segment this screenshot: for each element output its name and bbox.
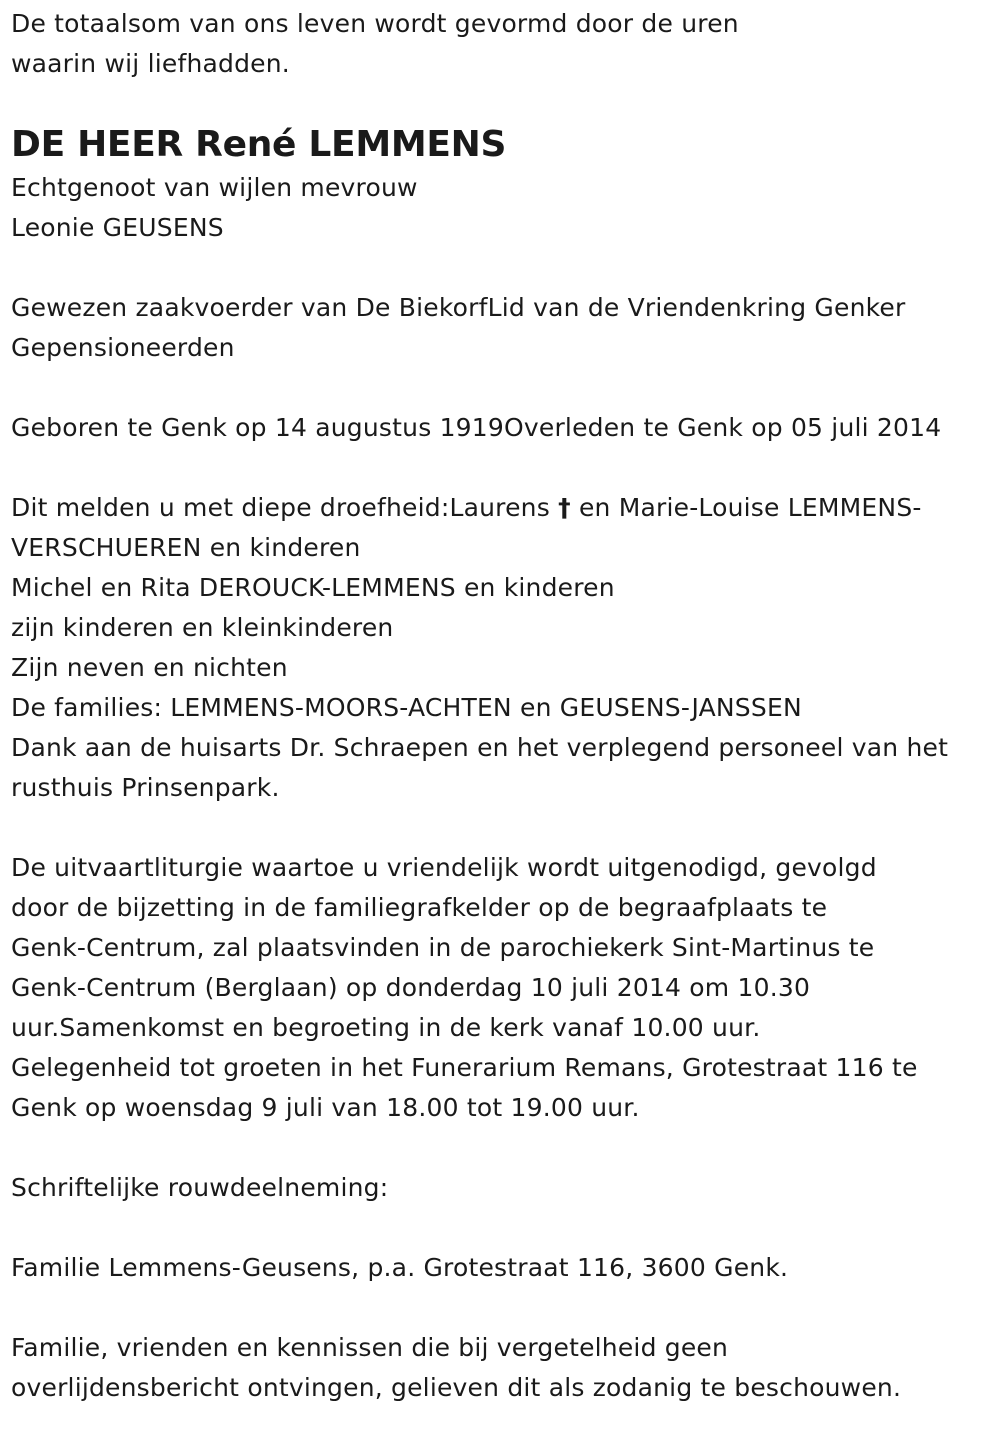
occupation-line: Gepensioneerden bbox=[11, 333, 235, 362]
quote-line: De totaalsom van ons leven wordt gevormd door de uren bbox=[11, 9, 739, 38]
condolence-address: Familie Lemmens-Geusens, p.a. Grotestraat 116, 3600 Genk. bbox=[11, 1253, 789, 1282]
occupation-line: Gewezen zaakvoerder van De BiekorfLid van de Vriendenkring Genker bbox=[11, 293, 906, 322]
announcement-text-before-cross: Dit melden u met diepe droefheid:Laurens bbox=[11, 493, 559, 522]
announcement-line: De families: LEMMENS-MOORS-ACHTEN en GEUSENS-JANSSEN bbox=[11, 693, 802, 722]
announcement-line: zijn kinderen en kleinkinderen bbox=[11, 613, 394, 642]
announcement-block bbox=[11, 488, 990, 808]
birth-death-line: Geboren te Genk op 14 augustus 1919Overleden te Genk op 05 juli 2014 bbox=[11, 413, 942, 442]
announcement-line: rusthuis Prinsenpark. bbox=[11, 773, 280, 802]
announcement-line: Zijn neven en nichten bbox=[11, 653, 288, 682]
funeral-line: De uitvaartliturgie waartoe u vriendelijk wordt uitgenodigd, gevolgd bbox=[11, 853, 877, 882]
funeral-line: Genk-Centrum, zal plaatsvinden in de parochiekerk Sint-Martinus te bbox=[11, 933, 875, 962]
funeral-line: Genk-Centrum (Berglaan) op donderdag 10 juli 2014 om 10.30 bbox=[11, 973, 811, 1002]
funeral-line: Genk op woensdag 9 juli van 18.00 tot 19.00 uur. bbox=[11, 1093, 640, 1122]
occupation-block bbox=[11, 288, 990, 368]
funeral-block bbox=[11, 848, 990, 1128]
condolence-label: Schriftelijke rouwdeelneming: bbox=[11, 1173, 389, 1202]
closing-line: Familie, vrienden en kennissen die bij vergetelheid geen bbox=[11, 1333, 729, 1362]
funeral-line: door de bijzetting in de familiegrafkelder op de begraafplaats te bbox=[11, 893, 828, 922]
closing-line: overlijdensbericht ontvingen, gelieven dit als zodanig te beschouwen. bbox=[11, 1373, 902, 1402]
announcement-first-line bbox=[11, 488, 990, 528]
quote-line: waarin wij liefhadden. bbox=[11, 49, 290, 78]
funeral-line: uur.Samenkomst en begroeting in de kerk vanaf 10.00 uur. bbox=[11, 1013, 761, 1042]
spouse-line: Echtgenoot van wijlen mevrouw bbox=[11, 173, 418, 202]
announcement-line: Michel en Rita DEROUCK-LEMMENS en kinderen bbox=[11, 573, 615, 602]
deceased-name: DE HEER René LEMMENS bbox=[11, 124, 507, 165]
announcement-text-after-cross: en Marie-Louise LEMMENS- bbox=[570, 493, 922, 522]
spouse-block bbox=[11, 168, 990, 248]
closing-block bbox=[11, 1328, 990, 1408]
announcement-line: Dank aan de huisarts Dr. Schraepen en het verplegend personeel van het bbox=[11, 733, 949, 762]
spouse-line: Leonie GEUSENS bbox=[11, 213, 224, 242]
cross-icon: † bbox=[558, 493, 571, 522]
funeral-line: Gelegenheid tot groeten in het Funerarium Remans, Grotestraat 116 te bbox=[11, 1053, 918, 1082]
announcement-line: VERSCHUEREN en kinderen bbox=[11, 533, 361, 562]
opening-quote bbox=[11, 4, 990, 84]
